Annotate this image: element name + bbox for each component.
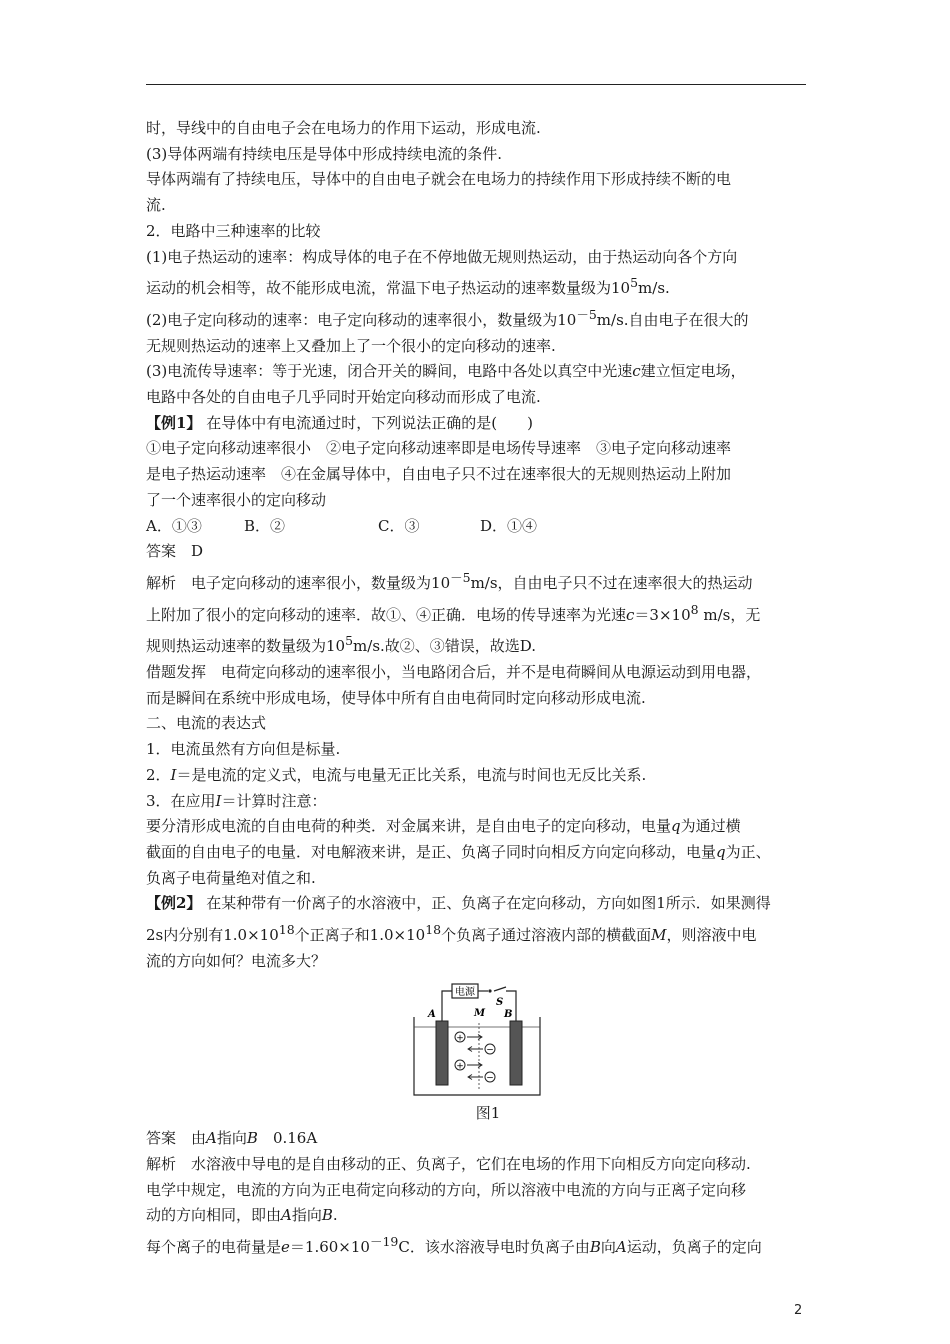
section-m-label: M xyxy=(474,1007,486,1019)
example2-analysis: 解析 水溶液中导电的是自由移动的正、负离子，它们在电场的作用下向相反方向定向移动. xyxy=(146,1154,751,1173)
text-line: 3．在应用I＝计算时注意： xyxy=(146,791,327,810)
text-line: 导体两端有了持续电压，导体中的自由电子就会在电场力的持续作用下形成持续不断的电 xyxy=(146,170,732,189)
page-number: 2 xyxy=(794,1303,803,1318)
arrow-right xyxy=(467,1062,482,1067)
text-line: 负离子电荷量绝对值之和. xyxy=(146,868,316,887)
section-heading: 二、电流的表达式 xyxy=(146,714,267,733)
text-line: 2s内分别有$1.0\times 10^{18}$个正离子和$1.0\times 10^{18}$个负离子通过溶液内部的横截面M，则溶液中电 xyxy=(146,922,757,945)
text-line: 每个离子的电荷量是$e=1.60\times 10^{-19}C$．该水溶液导电时负离子由B向A运动，负离子的定向 xyxy=(146,1234,762,1257)
text-line: 2．I＝是电流的定义式，电流与电量无正比关系，电流与时间也无反比关系. xyxy=(146,765,647,784)
switch-contact xyxy=(488,989,491,992)
option-b: B．② xyxy=(244,516,286,535)
figure-caption: 图1 xyxy=(475,1103,501,1122)
text-line: 运动的机会相等，故不能形成电流，常温下电子热运动的速率数量级为$10^5m/s$. xyxy=(146,275,670,298)
text-line: 而是瞬间在系统中形成电场，使导体中所有自由电荷同时定向移动形成电流. xyxy=(146,688,646,707)
option-a: A．①③ xyxy=(146,516,202,535)
text-line: 是电子热运动速率 ④在金属导体中，自由电子只不过在速率很大的无规则热运动上附加 xyxy=(146,465,732,484)
text-line: (2)电子定向移动的速率：电子定向移动的速率很小，数量级为$10^{-5}m/s$.自由电子在很大的 xyxy=(146,306,749,329)
wire-left xyxy=(442,991,452,1021)
switch-label: S xyxy=(496,996,504,1008)
text-line: 无规则热运动的速率上又叠加上了一个很小的定向移动的速率. xyxy=(146,336,556,355)
electrolysis-diagram xyxy=(412,983,544,1101)
example1-analysis: 解析 电子定向移动的速率很小，数量级为$10^{-5}m/s$，自由电子只不过在速率很大的热运动 xyxy=(146,569,753,592)
text-line: 流的方向如何？电流多大？ xyxy=(146,951,327,970)
text-line: ①电子定向移动速率很小 ②电子定向移动速率即是电场传导速率 ③电子定向移动速率 xyxy=(146,439,732,458)
example1-question: 【例1】 在导体中有电流通过时，下列说法正确的是( ) xyxy=(146,413,533,432)
example2-answer: 答案 由A指向B 0.16A xyxy=(146,1129,318,1148)
example1-answer: 答案 D xyxy=(146,542,204,561)
text-line: 流. xyxy=(146,196,166,215)
text-line: 要分清形成电流的自由电荷的种类．对金属来讲，是自由电子的定向移动，电量q为通过横 xyxy=(146,817,741,836)
text-line: 时，导线中的自由电子会在电场力的作用下运动，形成电流. xyxy=(146,119,541,137)
text-line: 规则热运动速率的数量级为$10^5m/s$.故②、③错误，故选D. xyxy=(146,633,537,656)
example2-question: 【例2】 在某种带有一价离子的水溶液中，正、负离子在定向移动，方向如图1所示．如果测得 xyxy=(146,894,771,913)
text-line: 了一个速率很小的定向移动 xyxy=(146,490,327,509)
electrode-b xyxy=(510,1021,522,1085)
option-c: C．③ xyxy=(378,516,420,535)
example1-options xyxy=(146,514,810,540)
text-line: (3)导体两端有持续电压是导体中形成持续电流的条件. xyxy=(146,144,503,163)
text-line: 电学中规定，电流的方向为正电荷定向移动的方向，所以溶液中电流的方向与正离子定向移 xyxy=(146,1180,747,1199)
arrow-left xyxy=(468,1074,483,1079)
text-line: 动的方向相同，即由A指向B. xyxy=(146,1206,338,1225)
text-line: 截面的自由电子的电量．对电解液来讲，是正、负离子同时向相反方向定向移动，电量q为正、 xyxy=(146,842,771,861)
switch-blade xyxy=(494,987,506,991)
text-line: (1)电子热运动的速率：构成导体的电子在不停地做无规则热运动，由于热运动向各个方向 xyxy=(146,247,738,266)
text-line: 电路中各处的自由电子几乎同时开始定向移动而形成了电流. xyxy=(146,388,541,407)
text-line: 1．电流虽然有方向但是标量. xyxy=(146,740,341,759)
electrode-a-label: A xyxy=(428,1008,436,1020)
option-d: D．①④ xyxy=(480,516,538,535)
electrode-a xyxy=(436,1021,448,1085)
text-line: 2．电路中三种速率的比较 xyxy=(146,221,321,240)
page-body xyxy=(146,116,810,1261)
svg-text:+: + xyxy=(456,1033,464,1043)
svg-text:−: − xyxy=(486,1073,494,1083)
text-line: 上附加了很小的定向移动的速率．故①、④正确．电场的传导速率为光速$c=3\times 10^8$ m/s，无 xyxy=(146,601,761,624)
example1-tip: 借题发挥 电荷定向移动的速率很小，当电路闭合后，并不是电荷瞬间从电源运动到用电器， xyxy=(146,663,762,682)
power-label: 电源 xyxy=(455,986,475,998)
arrow-left xyxy=(468,1046,483,1051)
header-rule xyxy=(146,84,806,85)
svg-text:−: − xyxy=(486,1045,494,1055)
figure-electrolysis xyxy=(146,983,810,1101)
text-line: (3)电流传导速率：等于光速，闭合开关的瞬间，电路中各处以真空中光速c建立恒定电场， xyxy=(146,362,746,381)
electrode-b-label: B xyxy=(504,1008,513,1020)
arrow-right xyxy=(467,1034,482,1039)
svg-text:+: + xyxy=(456,1061,464,1071)
